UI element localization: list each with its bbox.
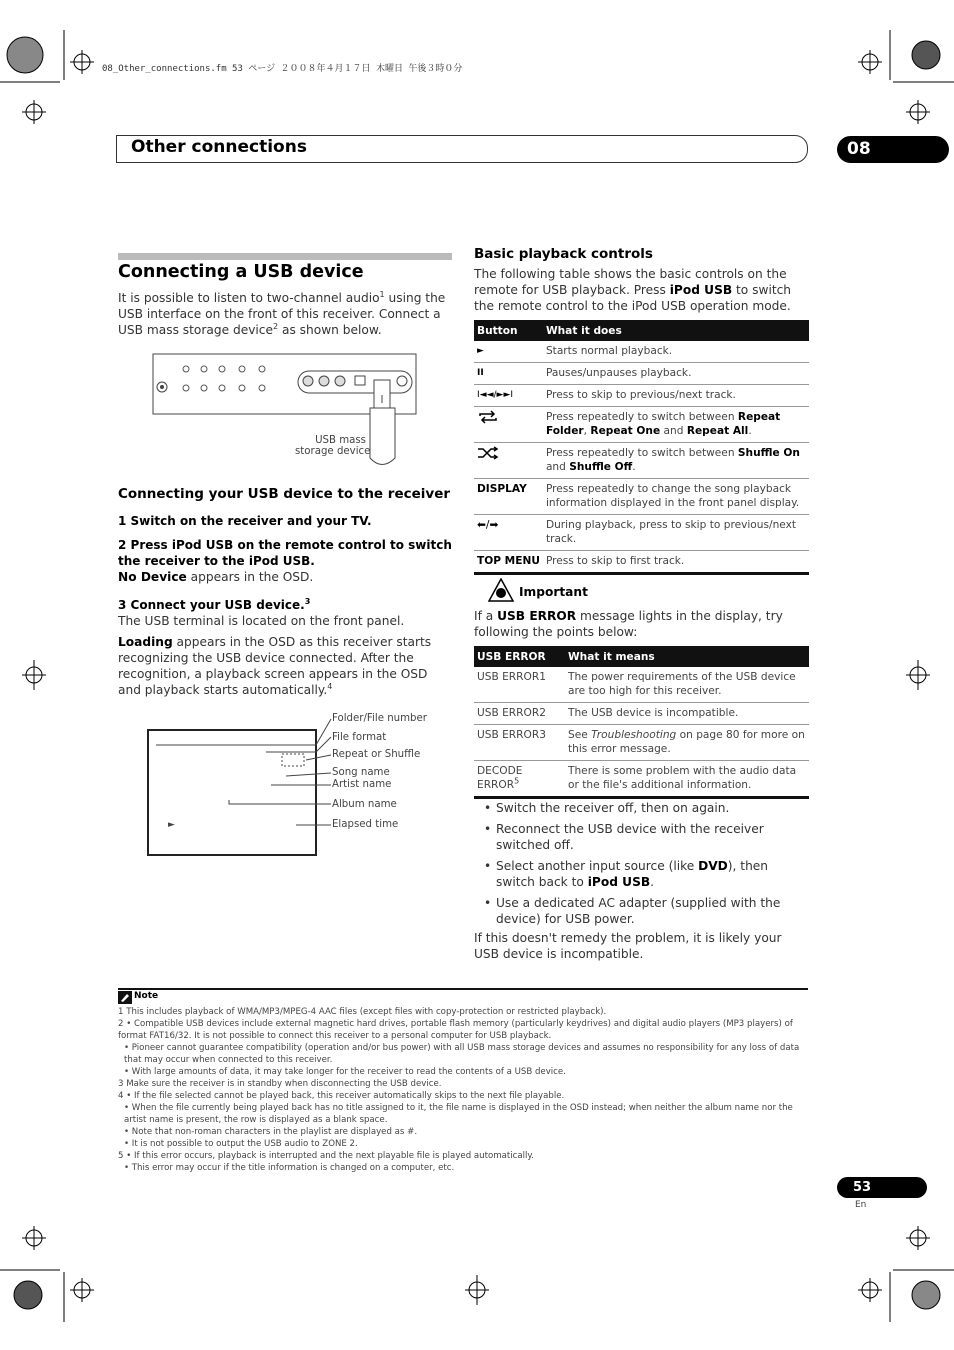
notes-rule [118,988,808,990]
errors-table [474,646,809,799]
table-row: Press repeatedly to switch between Shuffle On and Shuffle Off. [474,443,809,479]
note-label: Note [134,991,159,1001]
controls-table [474,320,809,575]
top-menu-label: TOP MENU [474,551,543,574]
section-rule [118,253,452,260]
osd-figure [146,712,336,858]
language-code: En [855,1200,867,1210]
table-row: ► Starts normal playback. [474,341,809,363]
step-1: 1 Switch on the receiver and your TV. [118,514,372,528]
step-2: 2 Press iPod USB on the remote control to switch the receiver to the iPod USB. [118,538,452,568]
table-row: DISPLAY Press repeatedly to change the song playback information displayed in the front panel display. [474,479,809,515]
list-item: • Use a dedicated AC adapter (supplied with the device) for USB power. [474,895,808,927]
table-row: USB ERROR3 See Troubleshooting on page 80 for more on this error message. [474,725,809,761]
play-icon: ► [474,341,543,363]
skip-icon: I◄◄/►►I [474,385,543,407]
subhead-basic-playback: Basic playback controls [474,246,653,262]
header-title: Other connections [131,137,307,157]
pause-icon: II [474,363,543,385]
section-title: Connecting a USB device [118,262,364,282]
controls-header-row [474,320,809,341]
list-item: • Reconnect the USB device with the receiver switched off. [474,821,808,853]
page-number: 53 [837,1177,927,1198]
controls-header-button: Button [474,320,543,341]
osd-label-folder: Folder/File number [332,713,427,724]
step-3: 3 Connect your USB device.$^3$ [118,597,311,612]
step-2-body: No Device appears in the OSD. [118,570,314,584]
important-text: If a USB ERROR message lights in the display, try following the points below: [474,609,783,639]
step-3-body-2: Loading appears in the OSD as this receiver starts recognizing the USB device connected. After the recognition, a playback screen appears in the OSD and playback starts automatically.$^4$ [118,635,432,697]
table-row: ⬅/➡ During playback, press to skip to previous/next track. [474,515,809,551]
footnotes: 1 This includes playback of WMA/MP3/MPEG-4 AAC files (except files with copy-protection or restricted playback). 2 • Compatible USB devices include external magnetic hard drives, portable flash memory (particularly keydrives) and digital audio players (MP3 players) of format FAT16/32. It is not possible to connect this receiver to a personal computer for USB playback. • Pioneer cannot guarantee compatibility (operation and/or bus power) with all USB mass storage devices and assumes no responsibility for any loss of data that may occur when connected to this receiver. • With large amounts of data, it may take longer for the receiver to read the contents of a USB device. 3 Make sure the receiver is in standby when disconnecting the USB device. 4 • If the file selected cannot be played back, this receiver automatically skips to the next file playable. • When the file currently being played back has no title assigned to it, the file name is displayed in the OSD instead; when neither the album name nor the artist name is present, the row is displayed as a blank space. • Note that non-roman characters in the playlist are displayed as #. • It is not possible to output the USB audio to ZONE 2. 5 • If this error occurs, playback is interrupted and the next playable file is played automatically. • This error may occur if the title information is changed on a computer, etc. [118,1007,800,1173]
pencil-icon [118,991,132,1004]
table-row: DECODE ERROR$^5$ There is some problem with the audio data or the file's additional information. [474,761,809,798]
table-row: USB ERROR1 The power requirements of the USB device are too high for this receiver. [474,667,809,703]
table-row: I◄◄/►►I Press to skip to previous/next track. [474,385,809,407]
front-panel-figure [152,353,418,468]
errors-header-code: USB ERROR [474,646,565,667]
playback-intro: The following table shows the basic controls on the remote for USB playback. Press iPod USB to switch the remote control to the iPod USB operation mode. [474,267,792,313]
table-row: II Pauses/unpauses playback. [474,363,809,385]
subhead-connecting: Connecting your USB device to the receiver [118,486,451,502]
list-item: • Switch the receiver off, then on again. [474,800,808,816]
arrow-left-right-icon: ⬅/➡ [474,515,543,551]
table-row: USB ERROR2 The USB device is incompatible. [474,703,809,725]
step-3-body-1: The USB terminal is located on the front panel. [118,614,405,628]
usb-device-label: USB mass storage device [295,435,371,457]
controls-header-desc: What it does [543,320,809,341]
osd-label-artist: Artist name [332,779,392,790]
important-label: Important [519,585,588,599]
chapter-badge: 08 [837,136,949,163]
intro-paragraph: It is possible to listen to two-channel audio$^1$ using the USB interface on the front of this receiver. Connect a USB mass storage device$^2$ as shown below. [118,289,446,337]
errors-header-desc: What it means [565,646,809,667]
list-item: • Select another input source (like DVD), then switch back to iPod USB. [474,858,808,890]
repeat-icon [474,407,543,443]
display-button-label: DISPLAY [474,479,543,515]
warning-icon [488,578,514,602]
table-row: TOP MENU Press to skip to first track. [474,551,809,574]
troubleshoot-list [474,800,808,932]
closing-paragraph: If this doesn't remedy the problem, it is likely your USB device is incompatible. [474,931,782,961]
errors-header-row [474,646,809,667]
file-info: 08_Other_connections.fm 53 ページ ２００８年４月１７日 木曜日 午後３時０分 [102,64,463,74]
table-row: Press repeatedly to switch between Repeat Folder, Repeat One and Repeat All. [474,407,809,443]
osd-label-elapsed: Elapsed time [332,819,399,830]
osd-label-format: File format [332,732,387,743]
osd-label-album: Album name [332,799,397,810]
shuffle-icon [474,443,543,479]
osd-label-song: Song name [332,767,390,778]
osd-label-repeat: Repeat or Shuffle [332,749,421,760]
osd-play-icon: ► [168,820,175,830]
